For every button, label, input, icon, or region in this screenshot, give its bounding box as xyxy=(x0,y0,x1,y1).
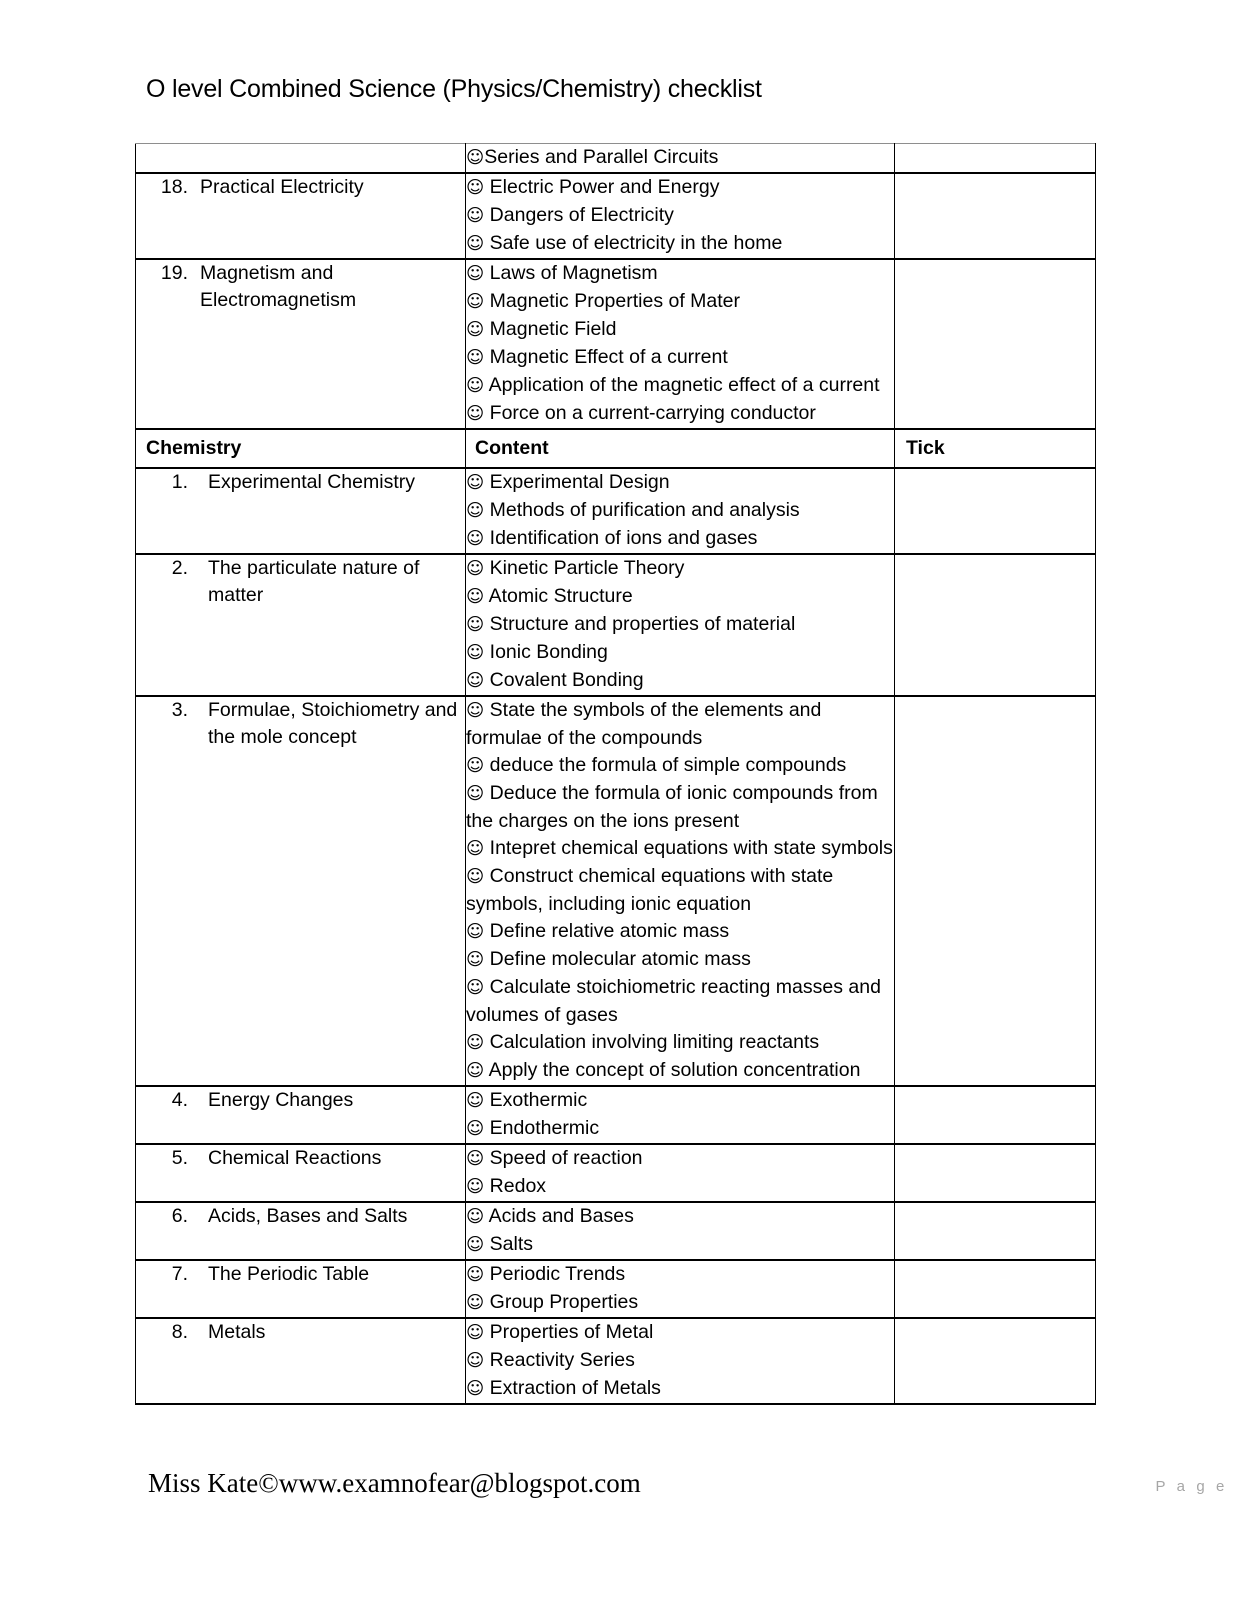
content-item xyxy=(466,316,894,344)
content-cell xyxy=(466,554,895,696)
content-item-label: Covalent Bonding xyxy=(484,669,644,691)
content-cell xyxy=(466,173,895,259)
smiley-face-icon: ☺ xyxy=(466,178,485,198)
content-cell xyxy=(466,696,895,1086)
topic-number: 3. xyxy=(171,699,188,721)
content-item-label: Series and Parallel Circuits xyxy=(484,146,719,168)
table-row xyxy=(136,259,1096,429)
tick-cell[interactable] xyxy=(895,1318,1096,1404)
content-item xyxy=(466,1115,894,1143)
content-item xyxy=(466,372,894,400)
content-item-label: Reactivity Series xyxy=(484,1349,635,1371)
content-item xyxy=(466,144,894,172)
tick-cell[interactable] xyxy=(895,1260,1096,1318)
content-item xyxy=(466,525,894,553)
content-item-label: Electric Power and Energy xyxy=(484,176,720,198)
tick-cell[interactable] xyxy=(895,696,1096,1086)
content-item xyxy=(466,1231,894,1259)
smiley-face-icon: ☺ xyxy=(466,529,485,549)
content-item-label: Identification of ions and gases xyxy=(484,527,758,549)
content-cell xyxy=(466,1260,895,1318)
topic-label: Acids, Bases and Salts xyxy=(208,1205,408,1227)
header-subject: Chemistry xyxy=(136,429,466,468)
table-header-row xyxy=(136,429,1096,468)
topic-number: 6. xyxy=(171,1205,188,1227)
smiley-face-icon: ☺ xyxy=(466,587,485,607)
smiley-face-icon: ☺ xyxy=(466,501,485,521)
smiley-face-icon: ☺ xyxy=(466,1265,485,1285)
topic-label: The particulate nature of matter xyxy=(208,557,420,606)
content-item xyxy=(466,1173,894,1201)
table-row xyxy=(136,554,1096,696)
page-title: O level Combined Science (Physics/Chemistry) checklist xyxy=(146,75,762,103)
smiley-face-icon: ☺ xyxy=(466,1119,485,1139)
content-item xyxy=(466,230,894,258)
table-row xyxy=(136,144,1096,174)
content-item-label: Redox xyxy=(484,1175,547,1197)
content-cell xyxy=(466,259,895,429)
topic-cell xyxy=(136,259,466,429)
content-item-label: Magnetic Effect of a current xyxy=(484,346,728,368)
content-item-label: Laws of Magnetism xyxy=(484,262,658,284)
content-item xyxy=(466,863,894,918)
tick-cell[interactable] xyxy=(895,1086,1096,1144)
content-item xyxy=(466,288,894,316)
smiley-face-icon: ☺ xyxy=(466,1293,485,1313)
content-item xyxy=(466,946,894,974)
content-item xyxy=(466,1057,894,1085)
smiley-face-icon: ☺ xyxy=(466,1351,485,1371)
topic-number: 5. xyxy=(171,1147,188,1169)
content-item-label: Speed of reaction xyxy=(484,1147,643,1169)
content-item xyxy=(466,174,894,202)
table-row xyxy=(136,1086,1096,1144)
smiley-face-icon: ☺ xyxy=(466,320,485,340)
topic-cell xyxy=(136,1202,466,1260)
topic-number: 1. xyxy=(171,471,188,493)
topic-cell xyxy=(136,173,466,259)
content-item-label: Kinetic Particle Theory xyxy=(484,557,685,579)
smiley-face-icon: ☺ xyxy=(466,1323,485,1343)
content-cell xyxy=(466,1144,895,1202)
content-item-label: Dangers of Electricity xyxy=(484,204,674,226)
smiley-face-icon: ☺ xyxy=(466,234,485,254)
table-row xyxy=(136,1318,1096,1404)
content-item-label: Methods of purification and analysis xyxy=(484,499,800,521)
content-item-label: Experimental Design xyxy=(484,471,670,493)
smiley-face-icon: ☺ xyxy=(466,615,485,635)
content-item xyxy=(466,469,894,497)
content-item-label: State the symbols of the elements and formulae of the compounds xyxy=(466,699,822,749)
smiley-face-icon: ☺ xyxy=(466,1061,485,1081)
content-cell xyxy=(466,1086,895,1144)
smiley-face-icon: ☺ xyxy=(466,950,485,970)
topic-cell xyxy=(136,1086,466,1144)
content-cell xyxy=(466,144,895,174)
content-item-label: Properties of Metal xyxy=(484,1321,654,1343)
content-item-label: Calculation involving limiting reactants xyxy=(484,1031,820,1053)
content-cell xyxy=(466,1318,895,1404)
header-tick: Tick xyxy=(895,429,1096,468)
topic-number: 18. xyxy=(160,176,188,198)
content-item xyxy=(466,611,894,639)
topic-label: The Periodic Table xyxy=(208,1263,370,1285)
content-item xyxy=(466,202,894,230)
smiley-face-icon: ☺ xyxy=(466,264,485,284)
smiley-face-icon: ☺ xyxy=(466,1091,485,1111)
content-item-label: Exothermic xyxy=(484,1089,588,1111)
content-item xyxy=(466,1289,894,1317)
content-item-label: Endothermic xyxy=(484,1117,600,1139)
content-item xyxy=(466,1145,894,1173)
smiley-face-icon: ☺ xyxy=(466,756,485,776)
smiley-face-icon: ☺ xyxy=(466,292,485,312)
tick-cell[interactable] xyxy=(895,259,1096,429)
topic-label: Practical Electricity xyxy=(200,176,364,198)
page-number-label: P a g e xyxy=(1155,1478,1228,1495)
content-item xyxy=(466,344,894,372)
tick-cell[interactable] xyxy=(895,468,1096,554)
content-item-label: Force on a current-carrying conductor xyxy=(484,402,816,424)
topic-label: Metals xyxy=(208,1321,266,1343)
content-item-label: Calculate stoichiometric reacting masses and volumes of gases xyxy=(466,976,881,1026)
content-item xyxy=(466,752,894,780)
tick-cell[interactable] xyxy=(895,173,1096,259)
smiley-face-icon: ☺ xyxy=(466,1207,485,1227)
smiley-face-icon: ☺ xyxy=(466,784,485,804)
header-content: Content xyxy=(466,429,895,468)
content-item xyxy=(466,555,894,583)
smiley-face-icon: ☺ xyxy=(466,1235,485,1255)
smiley-face-icon: ☺ xyxy=(466,148,485,168)
topic-cell xyxy=(136,1260,466,1318)
content-item-label: Salts xyxy=(484,1233,534,1255)
smiley-face-icon: ☺ xyxy=(466,643,485,663)
topic-cell xyxy=(136,144,466,174)
smiley-face-icon: ☺ xyxy=(466,404,485,424)
smiley-face-icon: ☺ xyxy=(466,1149,485,1169)
content-item-label: Magnetic Field xyxy=(484,318,617,340)
smiley-face-icon: ☺ xyxy=(466,206,485,226)
content-item xyxy=(466,400,894,428)
content-item-label: Construct chemical equations with state symbols, including ionic equation xyxy=(466,865,834,915)
topic-cell xyxy=(136,1318,466,1404)
content-item xyxy=(466,835,894,863)
smiley-face-icon: ☺ xyxy=(466,1033,485,1053)
content-item xyxy=(466,667,894,695)
content-item-label: Define molecular atomic mass xyxy=(484,948,751,970)
topic-cell xyxy=(136,696,466,1086)
content-item-label: Ionic Bonding xyxy=(484,641,608,663)
smiley-face-icon: ☺ xyxy=(466,867,485,887)
content-item-label: Define relative atomic mass xyxy=(484,920,730,942)
tick-cell[interactable] xyxy=(895,1144,1096,1202)
topic-label: Energy Changes xyxy=(208,1089,354,1111)
table-row xyxy=(136,173,1096,259)
tick-cell[interactable] xyxy=(895,144,1096,174)
content-item xyxy=(466,1347,894,1375)
topic-label: Experimental Chemistry xyxy=(208,471,415,493)
content-item-label: Intepret chemical equations with state symbols xyxy=(484,837,893,859)
smiley-face-icon: ☺ xyxy=(466,671,485,691)
content-item-label: Extraction of Metals xyxy=(484,1377,661,1399)
content-item-label: Structure and properties of material xyxy=(484,613,796,635)
content-item-label: Group Properties xyxy=(484,1291,639,1313)
content-item xyxy=(466,1319,894,1347)
smiley-face-icon: ☺ xyxy=(466,1177,485,1197)
table-row xyxy=(136,696,1096,1086)
smiley-face-icon: ☺ xyxy=(466,701,485,721)
topic-cell xyxy=(136,468,466,554)
tick-cell[interactable] xyxy=(895,1202,1096,1260)
smiley-face-icon: ☺ xyxy=(466,348,485,368)
content-item xyxy=(466,697,894,752)
table-row xyxy=(136,1202,1096,1260)
topic-number: 4. xyxy=(171,1089,188,1111)
content-cell xyxy=(466,468,895,554)
content-item-label: deduce the formula of simple compounds xyxy=(484,754,847,776)
tick-cell[interactable] xyxy=(895,554,1096,696)
topic-label: Formulae, Stoichiometry and the mole concept xyxy=(208,699,458,748)
content-item xyxy=(466,780,894,835)
content-cell xyxy=(466,1202,895,1260)
smiley-face-icon: ☺ xyxy=(466,473,485,493)
content-item xyxy=(466,1203,894,1231)
content-item xyxy=(466,497,894,525)
content-item-label: Atomic Structure xyxy=(484,585,633,607)
topic-label: Magnetism and Electromagnetism xyxy=(200,262,357,311)
content-item-label: Periodic Trends xyxy=(484,1263,626,1285)
topic-number: 2. xyxy=(171,557,188,579)
topic-cell xyxy=(136,1144,466,1202)
topic-label: Chemical Reactions xyxy=(208,1147,382,1169)
content-item xyxy=(466,639,894,667)
content-item xyxy=(466,1087,894,1115)
content-item xyxy=(466,1375,894,1403)
content-item-label: Application of the magnetic effect of a current xyxy=(484,374,880,396)
topic-number: 7. xyxy=(171,1263,188,1285)
content-item xyxy=(466,260,894,288)
content-item-label: Apply the concept of solution concentration xyxy=(484,1059,861,1081)
topic-number: 19. xyxy=(160,262,188,284)
content-item-label: Deduce the formula of ionic compounds from the charges on the ions present xyxy=(466,782,878,832)
content-item xyxy=(466,974,894,1029)
smiley-face-icon: ☺ xyxy=(466,922,485,942)
content-item xyxy=(466,1029,894,1057)
content-item xyxy=(466,918,894,946)
smiley-face-icon: ☺ xyxy=(466,559,485,579)
table-row xyxy=(136,468,1096,554)
footer-credit: Miss Kate©www.examnofear@blogspot.com xyxy=(148,1468,641,1498)
smiley-face-icon: ☺ xyxy=(466,839,485,859)
content-item xyxy=(466,1261,894,1289)
table-row xyxy=(136,1144,1096,1202)
content-item-label: Acids and Bases xyxy=(484,1205,634,1227)
content-item-label: Magnetic Properties of Mater xyxy=(484,290,741,312)
smiley-face-icon: ☺ xyxy=(466,376,485,396)
table-row xyxy=(136,1260,1096,1318)
topic-cell xyxy=(136,554,466,696)
syllabus-checklist-table xyxy=(135,143,1096,1405)
checklist-body xyxy=(136,144,1096,1405)
content-item-label: Safe use of electricity in the home xyxy=(484,232,783,254)
topic-number: 8. xyxy=(171,1321,188,1343)
smiley-face-icon: ☺ xyxy=(466,978,485,998)
content-item xyxy=(466,583,894,611)
smiley-face-icon: ☺ xyxy=(466,1379,485,1399)
